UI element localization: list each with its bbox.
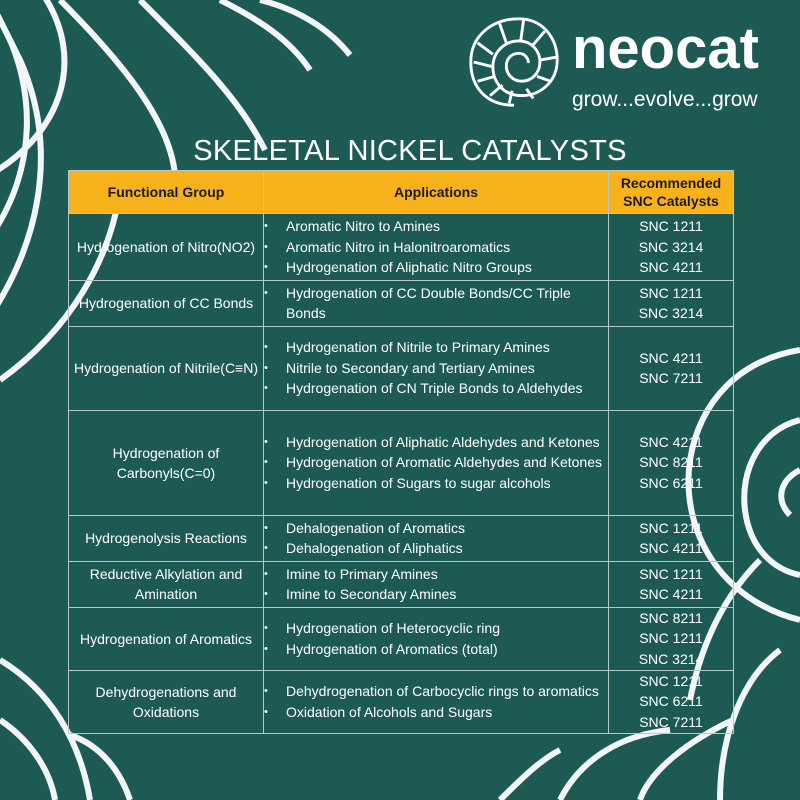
catalyst-code: SNC 4211: [639, 540, 703, 556]
header-functional-group: Functional Group: [69, 171, 264, 214]
application-item: • Aromatic Nitro to Amines: [264, 216, 608, 237]
applications-list: [264, 562, 608, 607]
catalysts-cell: [609, 561, 734, 607]
nautilus-shell-logo-icon: [466, 14, 562, 110]
application-item: • Imine to Secondary Amines: [264, 584, 608, 605]
applications-list: [264, 214, 608, 280]
catalysts-cell: [609, 280, 734, 326]
header-applications: Applications: [264, 171, 609, 214]
application-item: • Hydrogenation of Sugars to sugar alcohols: [264, 473, 608, 494]
applications-cell: [264, 515, 609, 561]
applications-cell: [264, 280, 609, 326]
catalyst-code: SNC 4211: [639, 349, 703, 366]
catalyst-code: SNC 6211: [639, 474, 703, 491]
application-item: • Dehydrogenation of Carbocyclic rings to aromatics: [264, 681, 608, 702]
catalysts-cell: [609, 214, 734, 281]
application-item: • Hydrogenation of CC Double Bonds/CC Triple Bonds: [264, 283, 608, 324]
application-item: • Hydrogenation of Nitrile to Primary Amines: [264, 337, 608, 358]
functional-group-cell: Reductive Alkylation and Amination: [69, 561, 264, 607]
catalyst-code: SNC 6211: [639, 693, 703, 710]
brand-tagline: grow...evolve...grow: [572, 88, 758, 111]
applications-list: [264, 430, 608, 496]
application-item: • Oxidation of Alcohols and Sugars: [264, 702, 608, 723]
catalyst-code: SNC 1211: [639, 519, 703, 536]
catalyst-code: SNC 8211: [639, 609, 703, 626]
applications-cell: [264, 607, 609, 670]
brand-name: neocat: [572, 16, 759, 81]
catalyst-code: SNC 4211: [639, 259, 703, 275]
table-row: [69, 326, 734, 410]
application-item: • Hydrogenation of Aromatic Aldehydes and Ketones: [264, 452, 608, 473]
functional-group-cell: Hydrogenation of Nitro(NO2): [69, 214, 264, 281]
applications-cell: [264, 326, 609, 410]
application-item: • Hydrogenation of CN Triple Bonds to Aldehydes: [264, 378, 608, 399]
catalyst-code: SNC 1211: [639, 630, 703, 647]
applications-list: [264, 679, 608, 724]
functional-group-cell: Hydrogenation of Nitrile(C≡N): [69, 326, 264, 410]
table-row: [69, 515, 734, 561]
application-item: • Aromatic Nitro in Halonitroaromatics: [264, 237, 608, 258]
table-row: [69, 607, 734, 670]
table-header-row: [69, 171, 734, 214]
table-row: [69, 670, 734, 733]
catalyst-code: SNC 3214: [638, 650, 704, 667]
functional-group-cell: Hydrogenation of CC Bonds: [69, 280, 264, 326]
catalyst-code: SNC 4211: [639, 433, 703, 450]
applications-list: [264, 281, 608, 326]
catalyst-code: SNC 1211: [639, 565, 703, 582]
table-row: [69, 280, 734, 326]
catalyst-code: SNC 7211: [639, 370, 703, 386]
catalysts-cell: [609, 410, 734, 515]
application-item: • Nitrile to Secondary and Tertiary Amines: [264, 358, 608, 379]
catalyst-code: SNC 1211: [639, 218, 703, 234]
application-item: • Hydrogenation of Aliphatic Nitro Groups: [264, 257, 608, 278]
table-row: [69, 214, 734, 281]
catalysts-cell: [609, 515, 734, 561]
catalyst-code: SNC 7211: [639, 713, 703, 730]
application-item: • Hydrogenation of Heterocyclic ring: [264, 618, 608, 639]
catalyst-code: SNC 1211: [639, 672, 703, 689]
catalyst-code: SNC 8211: [639, 454, 703, 471]
catalyst-code: SNC 3214: [638, 238, 704, 255]
catalysts-cell: [609, 326, 734, 410]
table-row: [69, 410, 734, 515]
functional-group-cell: Hydrogenation of Carbonyls(C=0): [69, 410, 264, 515]
applications-cell: [264, 214, 609, 281]
application-item: • Imine to Primary Amines: [264, 564, 608, 585]
applications-list: [264, 616, 608, 661]
applications-cell: [264, 670, 609, 733]
functional-group-cell: Hydrogenolysis Reactions: [69, 515, 264, 561]
catalyst-code: SNC 1211: [639, 284, 703, 301]
application-item: • Hydrogenation of Aromatics (total): [264, 639, 608, 660]
applications-cell: [264, 561, 609, 607]
functional-group-cell: Hydrogenation of Aromatics: [69, 607, 264, 670]
table-row: [69, 561, 734, 607]
applications-list: [264, 335, 608, 401]
application-item: • Dehalogenation of Aromatics: [264, 518, 608, 539]
applications-list: [264, 516, 608, 561]
header-recommended-catalysts: Recommended SNC Catalysts: [609, 171, 734, 214]
catalysts-cell: [609, 607, 734, 670]
catalyst-table: [68, 170, 734, 734]
application-item: • Dehalogenation of Aliphatics: [264, 538, 608, 559]
catalysts-cell: [609, 670, 734, 733]
application-item: • Hydrogenation of Aliphatic Aldehydes and Ketones: [264, 432, 608, 453]
page-title: SKELETAL NICKEL CATALYSTS: [193, 135, 627, 167]
applications-cell: [264, 410, 609, 515]
functional-group-cell: Dehydrogenations and Oxidations: [69, 670, 264, 733]
catalyst-code: SNC 3214: [638, 305, 704, 321]
catalyst-code: SNC 4211: [639, 586, 703, 602]
